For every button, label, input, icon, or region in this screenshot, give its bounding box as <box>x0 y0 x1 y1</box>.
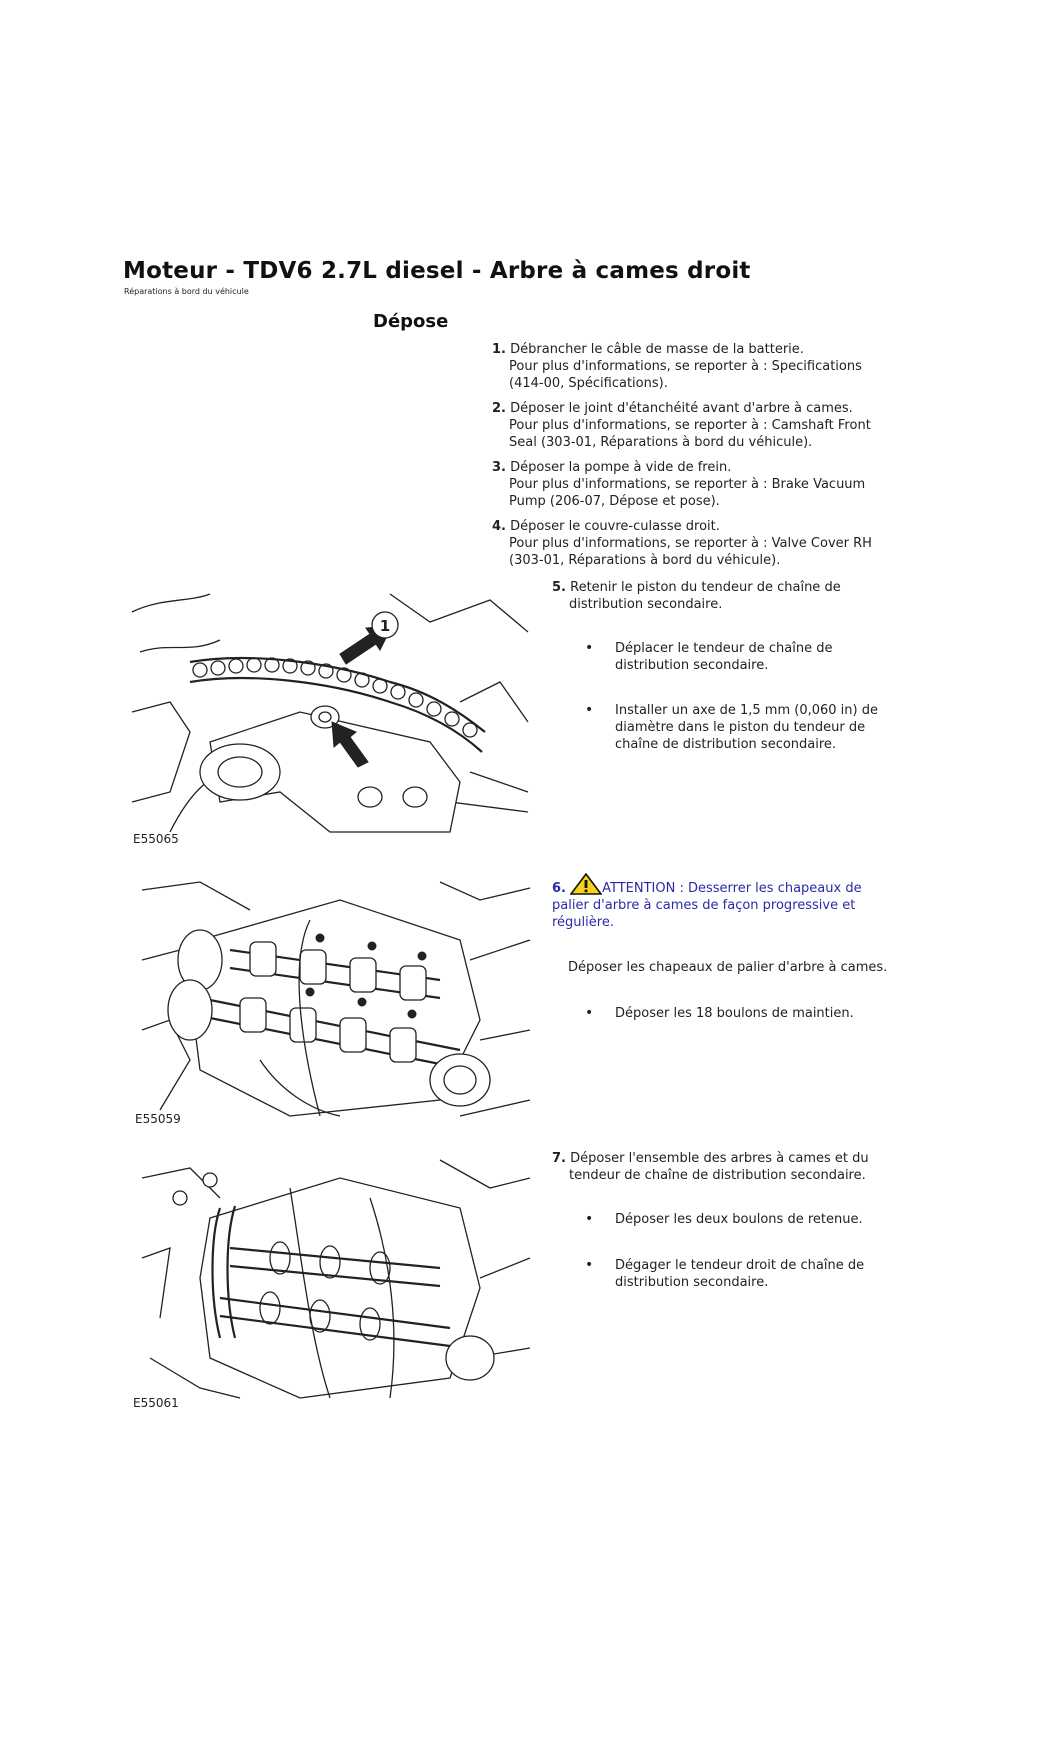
step-5-bullet-1: • Déplacer le tendeur de chaîne de distribution secondaire. <box>585 640 833 673</box>
step-5-bullet-2: • Installer un axe de 1,5 mm (0,060 in) de diamètre dans le piston du tendeur de chaîne de distribution secondaire. <box>585 702 878 752</box>
step-5: 5. Retenir le piston du tendeur de chaîne de distribution secondaire. <box>552 580 841 612</box>
figure-e55059 <box>140 880 532 1120</box>
warning-icon <box>570 873 602 895</box>
step-6-text: Déposer les chapeaux de palier d'arbre à cames. <box>568 960 888 975</box>
callout-1: 1 <box>379 617 391 635</box>
section-heading: Dépose <box>373 311 449 332</box>
figure-e55061 <box>140 1158 532 1403</box>
figure-label-e55065: E55065 <box>133 832 179 846</box>
step-7: 7. Déposer l'ensemble des arbres à cames et du tendeur de chaîne de distribution secondaire. <box>552 1151 869 1183</box>
step-1: 1. Débrancher le câble de masse de la batterie. Pour plus d'informations, se reporter à : Specifications (414-00, Spécifications). <box>492 342 862 391</box>
figure-label-e55061: E55061 <box>133 1396 179 1410</box>
page-subtitle: Réparations à bord du véhicule <box>124 287 249 296</box>
step-7-bullet-1: • Déposer les deux boulons de retenue. <box>585 1211 863 1227</box>
step-7-bullet-2: • Dégager le tendeur droit de chaîne de distribution secondaire. <box>585 1257 865 1290</box>
step-6-warning: 6. ATTENTION : Desserrer les chapeaux de palier d'arbre à cames de façon progressive et régulière. <box>552 873 952 931</box>
step-6-bullet-1: • Déposer les 18 boulons de maintien. <box>585 1005 854 1021</box>
step-3: 3. Déposer la pompe à vide de frein. Pour plus d'informations, se reporter à : Brake Vacuum Pump (206-07, Dépose et pose). <box>492 460 866 509</box>
figure-label-e55059: E55059 <box>135 1112 181 1126</box>
page-title: Moteur - TDV6 2.7L diesel - Arbre à cames droit <box>123 258 751 284</box>
figure-e55065 <box>130 592 530 840</box>
step-4: 4. Déposer le couvre-culasse droit. Pour plus d'informations, se reporter à : Valve Cover RH (303-01, Réparations à bord du véhicule). <box>492 519 872 568</box>
step-2: 2. Déposer le joint d'étanchéité avant d'arbre à cames. Pour plus d'informations, se reporter à : Camshaft Front Seal (303-01, Réparations à bord du véhicule). <box>492 401 871 450</box>
